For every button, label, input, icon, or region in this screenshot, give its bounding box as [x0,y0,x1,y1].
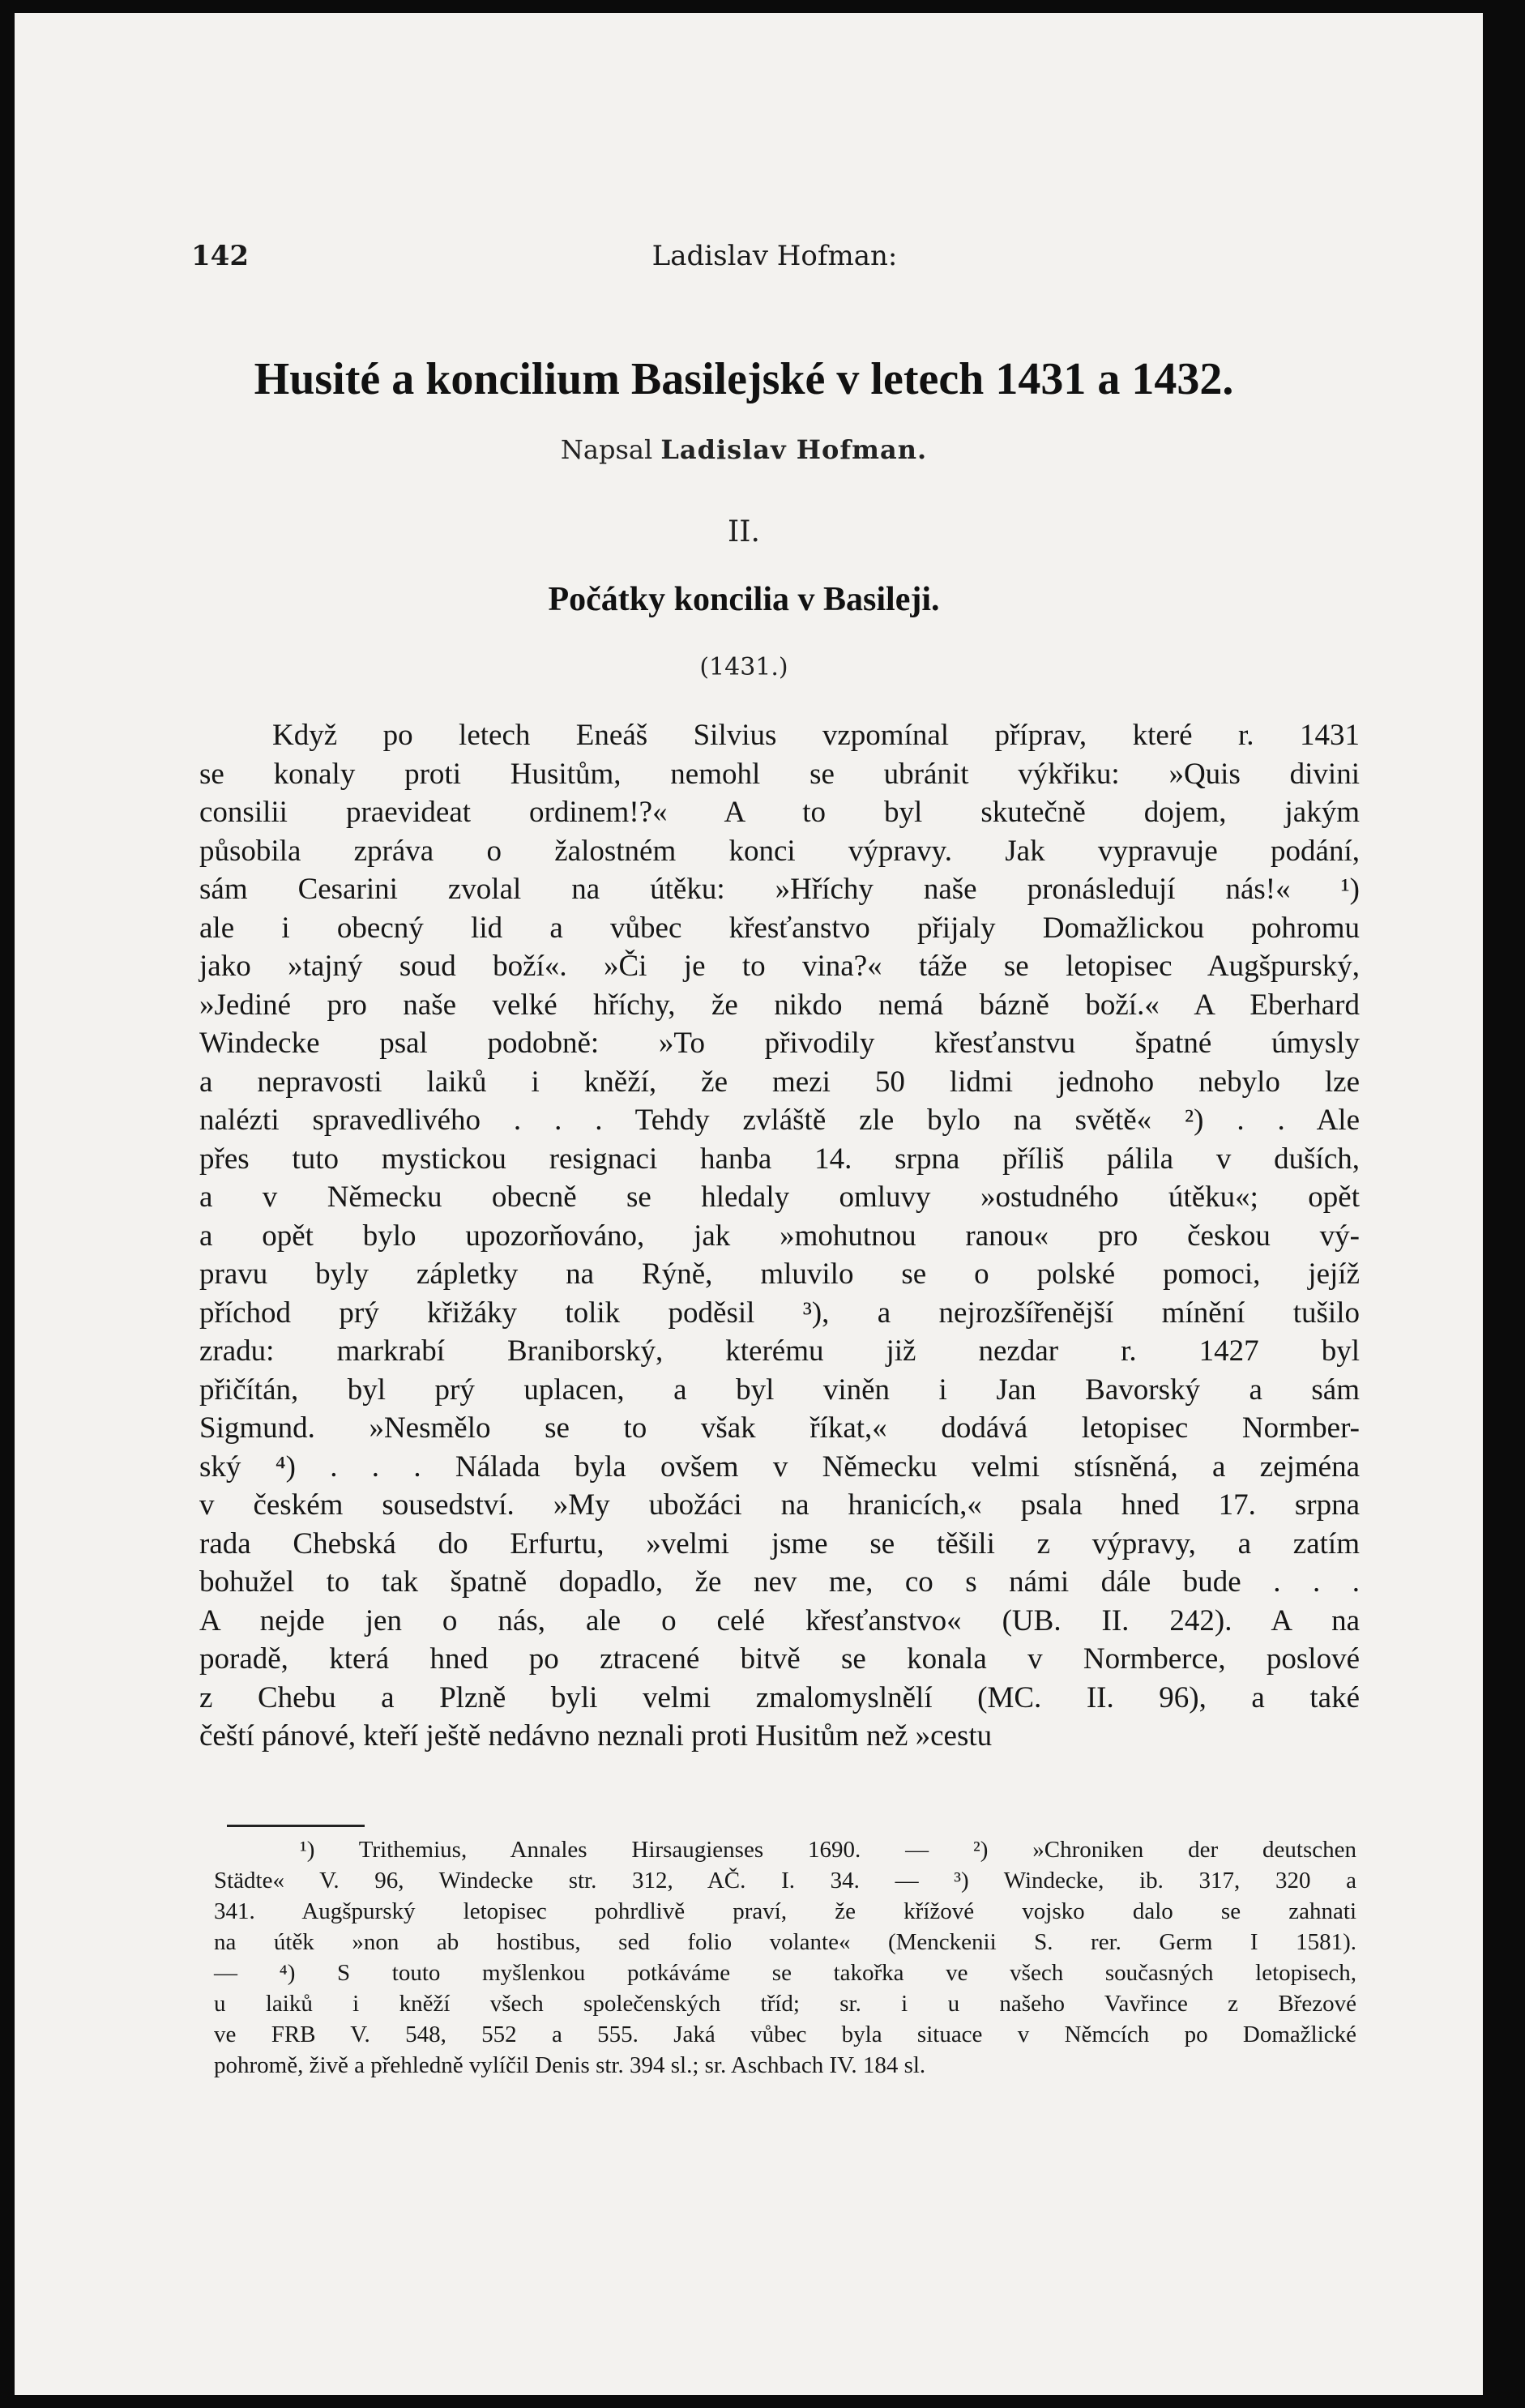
page-number: 142 [191,240,249,272]
body-line: a nepravosti laiků i kněží, že mezi 50 lidmi jednoho nebylo lze [199,1065,1360,1099]
body-line: consilii praevideat ordinem!?« A to byl skutečně dojem, jakým [199,796,1360,829]
body-line: Sigmund. »Nesmělo se to však říkat,« dodává letopisec Normber- [199,1411,1360,1445]
body-line: bohužel to tak špatně dopadlo, že nev me, co s námi dále bude . . . [199,1565,1360,1599]
article-title: Husité a koncilium Basilejské v letech 1431 a 1432. [254,354,1234,404]
footnote-line: ¹) Trithemius, Annales Hirsaugienses 1690. — ²) »Chroniken der deutschen [300,1837,1356,1863]
byline [177,434,1311,465]
body-line: nalézti spravedlivého . . . Tehdy zvláště zle bylo na světě« ²) . . Ale [199,1104,1360,1137]
body-line: čeští pánové, kteří ještě nedávno neznali proti Husitům než »cestu [199,1719,993,1753]
body-line: a v Německu obecně se hledaly omluvy »ostudného útěku«; opět [199,1181,1360,1214]
body-line: Když po letech Eneáš Silvius vzpomínal příprav, které r. 1431 [272,719,1360,752]
document-page [15,13,1483,2395]
body-line: přičítán, byl prý uplacen, a byl viněn i Jan Bavorský a sám [199,1373,1360,1407]
section-subtitle: Počátky koncilia v Basileji. [548,581,940,618]
author-name: Ladislav Hofman. [660,434,928,465]
body-line: Windecke psal podobně: »To přivodily křesťanstvu špatné úmysly [199,1027,1360,1060]
footnote-line: Städte« V. 96, Windecke str. 312, AČ. I. 34. — ³) Windecke, ib. 317, 320 a [214,1868,1356,1894]
body-line: sám Cesarini zvolal na útěku: »Hříchy naše pronásledují nás!« ¹) [199,873,1360,906]
body-line: jako »tajný soud boží«. »Či je to vina?« táže se letopisec Augšpurský, [199,950,1360,983]
body-line: ský ⁴) . . . Nálada byla ovšem v Německu velmi stísněná, a zejména [199,1449,1360,1484]
byline-prefix: Napsal [560,434,653,465]
body-line: v českém sousedství. »My ubožáci na hranicích,« psala hned 17. srpna [199,1488,1360,1522]
body-line: zradu: markrabí Braniborský, kterému již nezdar r. 1427 byl [199,1334,1360,1368]
section-number: II. [728,515,760,549]
body-line: pravu byly zápletky na Rýně, mluvilo se o polské pomoci, jejíž [199,1257,1360,1291]
footnote-line: 341. Augšpurský letopisec pohrdlivě praví, že křížové vojsko dalo se zahnati [214,1898,1356,1924]
body-line: A nejde jen o nás, ale o celé křesťanstvo« (UB. II. 242). A na [199,1603,1360,1637]
footnote-line: — ⁴) S touto myšlenkou potkáváme se takořka ve všech současných letopisech, [214,1960,1356,1986]
body-line: příchod prý křižáky tolik poděsil ³), a nejrozšířenější mínění tušilo [199,1296,1360,1330]
page-header [191,240,1358,280]
footnote-line: ve FRB V. 548, 552 a 555. Jaká vůbec byla situace v Němcích po Domažlické [214,2022,1356,2047]
running-title: Ladislav Hofman: [651,240,898,272]
body-line: rada Chebská do Erfurtu, »velmi jsme se těšili z výpravy, a zatím [199,1526,1360,1561]
footnote-divider [227,1825,365,1827]
body-line: přes tuto mystickou resignaci hanba 14. srpna příliš pálila v duších, [199,1142,1360,1176]
body-line: a opět bylo upozorňováno, jak »mohutnou ranou« pro českou vý- [199,1219,1360,1253]
body-line: ale i obecný lid a vůbec křesťanstvo přijaly Domažlickou pohromu [199,911,1360,945]
body-line: »Jediné pro naše velké hříchy, že nikdo nemá bázně boží.« A Eberhard [199,988,1360,1022]
section-year: (1431.) [699,653,788,681]
body-line: z Chebu a Plzně byli velmi zmalomyslnělí (MC. II. 96), a také [199,1680,1360,1714]
body-text [199,716,1360,1756]
body-line: poradě, která hned po ztracené bitvě se konala v Normberce, poslové [199,1642,1360,1676]
body-line: působila zpráva o žalostném konci výpravy. Jak vypravuje podání, [199,834,1360,868]
footnotes [214,1834,1356,2081]
footnote-line: u laiků i kněží všech společenských tříd; sr. i u našeho Vavřince z Březové [214,1991,1356,2017]
footnote-line: na útěk »non ab hostibus, sed folio volante« (Menckenii S. rer. Germ I 1581). [214,1929,1356,1955]
footnote-line: pohromě, živě a přehledně vylíčil Denis str. 394 sl.; sr. Aschbach IV. 184 sl. [214,2052,926,2078]
body-line: se konaly proti Husitům, nemohl se ubránit výkřiku: »Quis divini [199,757,1360,791]
